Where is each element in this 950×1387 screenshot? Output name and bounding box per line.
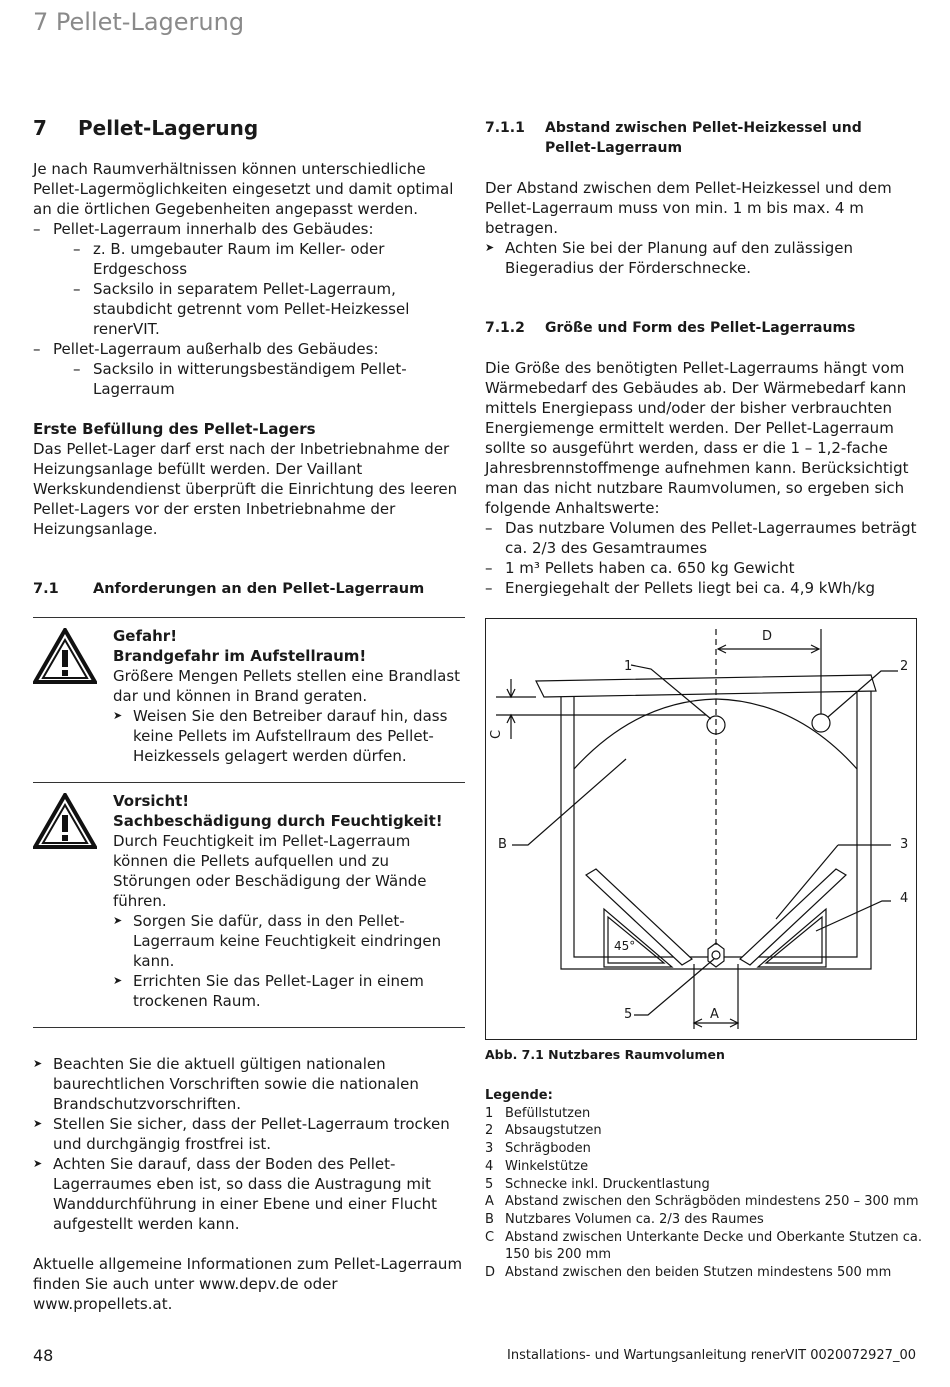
- legend-key: 3: [485, 1141, 494, 1157]
- section-7-1-1-action: ➤ Achten Sie bei der Planung auf den zulässigen Biegeradius der Förderschnecke.: [485, 238, 917, 278]
- danger-signal-word: Gefahr!: [113, 627, 178, 645]
- section-7-1-2-heading: 7.1.2 Größe und Form des Pellet-Lagerraums: [485, 320, 856, 336]
- list-item: – Sacksilo in witterungsbeständigem Pellet-Lagerraum: [73, 359, 465, 399]
- legend-item: [485, 1211, 925, 1229]
- sloped-floor-right: [740, 869, 846, 965]
- legend-title: Legende:: [485, 1088, 553, 1103]
- first-fill-text: Das Pellet-Lager darf erst nach der Inbetriebnahme der Heizungsanlage befüllt werden. Der Vaillant Werkskundendienst überprüft die Einrichtung des leeren Pellet-Lagers vor der ersten Inbetriebnahme der Heizungsanlage.: [33, 440, 458, 538]
- requirements-list: [33, 1054, 465, 1234]
- left-column: [33, 115, 465, 1314]
- label-3: 3: [900, 837, 909, 852]
- divider: [33, 1027, 465, 1028]
- list-item: – 1 m³ Pellets haben ca. 650 kg Gewicht: [485, 558, 917, 578]
- legend-text: Winkelstütze: [505, 1158, 589, 1174]
- label-angle: 45°: [614, 939, 636, 953]
- figure-legend: [485, 1087, 925, 1282]
- chapter-number: 7: [33, 116, 47, 140]
- caution-action: ➤ Sorgen Sie dafür, dass in den Pellet-Lagerraum keine Feuchtigkeit eindringen kann.: [113, 911, 465, 971]
- legend-key: 5: [485, 1176, 494, 1192]
- running-head: 7 Pellet-Lagerung: [33, 8, 245, 36]
- legend-key: A: [485, 1194, 494, 1210]
- legend-key: 4: [485, 1158, 494, 1174]
- danger-title: Brandgefahr im Aufstellraum!: [113, 647, 367, 665]
- label-a: A: [710, 1007, 719, 1022]
- legend-text: Abstand zwischen Unterkante Decke und Oberkante Stutzen ca. 150 bis 200 mm: [505, 1229, 923, 1263]
- danger-notice: [33, 617, 465, 782]
- right-column: [485, 118, 917, 598]
- label-c: C: [489, 729, 505, 740]
- legend-item: [485, 1176, 925, 1194]
- label-4: 4: [900, 891, 909, 906]
- section-7-1-2-text: Die Größe des benötigten Pellet-Lagerraums hängt vom Wärmebedarf des Gebäudes ab. Der Wärmebedarf kann mittels Energiepass und/oder der bisher verbrauchten Energiemenge ermittelt werden. Der Pellet-Lagerraum sollte so ausgeführt werden, dass er die 1 – 1,2-fache Jahresbrennstoffmenge aufnehmen kann. Berücksichtigt man das nicht nutzbare Raumvolumen, so ergeben sich folgende Anhaltswerte:: [485, 359, 909, 517]
- list-item: ➤ Beachten Sie die aktuell gültigen nationalen baurechtlichen Vorschriften sowie die nationalen Brandschutzvorschriften.: [33, 1054, 465, 1114]
- chapter-title: Pellet-Lagerung: [78, 116, 259, 140]
- page-number: 48: [33, 1346, 54, 1365]
- intro-paragraph: Je nach Raumverhältnissen können unterschiedliche Pellet-Lagermöglichkeiten eingesetzt und damit optimal an die örtlichen Gegebenheiten angepasst werden.: [33, 160, 454, 218]
- legend-item: [485, 1122, 925, 1140]
- storage-options-list: [33, 219, 465, 399]
- legend-item: [485, 1193, 925, 1211]
- section-7-1-1-text: Der Abstand zwischen dem Pellet-Heizkessel und dem Pellet-Lagerraum muss von min. 1 m bis max. 4 m betragen.: [485, 179, 892, 237]
- legend-item: [485, 1264, 925, 1282]
- list-item: – Sacksilo in separatem Pellet-Lagerraum, staubdicht getrennt vom Pellet-Heizkessel renerVIT.: [73, 279, 465, 339]
- auger: [708, 943, 724, 967]
- warning-triangle-icon: [33, 628, 97, 684]
- warning-triangle-icon: [33, 793, 97, 849]
- chapter-heading: [33, 115, 465, 141]
- sloped-floor-left: [586, 869, 692, 965]
- legend-key: B: [485, 1211, 494, 1227]
- legend-item: [485, 1140, 925, 1158]
- legend-item: [485, 1229, 925, 1264]
- section-7-1-1-heading: 7.1.1 Abstand zwischen Pellet-Heizkessel und Pellet-Lagerraum: [485, 120, 862, 156]
- legend-text: Nutzbares Volumen ca. 2/3 des Raumes: [505, 1211, 764, 1227]
- list-item: – Energiegehalt der Pellets liegt bei ca. 4,9 kWh/kg: [485, 578, 917, 598]
- legend-item: [485, 1158, 925, 1176]
- danger-text: Größere Mengen Pellets stellen eine Brandlast dar und können in Brand geraten.: [113, 667, 461, 705]
- legend-text: Absaugstutzen: [505, 1123, 602, 1139]
- caution-notice: [33, 782, 465, 1027]
- label-5: 5: [624, 1007, 633, 1022]
- footer-doc-title: Installations- und Wartungsanleitung renerVIT 0020072927_00: [507, 1348, 916, 1363]
- storage-room-diagram: [485, 618, 917, 1040]
- legend-key: 1: [485, 1105, 494, 1121]
- danger-action: ➤ Weisen Sie den Betreiber darauf hin, dass keine Pellets im Aufstellraum des Pellet-Heizkessels gelagert werden dürfen.: [113, 706, 465, 766]
- legend-key: D: [485, 1265, 496, 1281]
- first-fill-title: Erste Befüllung des Pellet-Lagers: [33, 420, 316, 438]
- info-paragraph: Aktuelle allgemeine Informationen zum Pellet-Lagerraum finden Sie auch unter www.depv.de oder www.propellets.at.: [33, 1255, 463, 1313]
- guide-values-list: [485, 518, 917, 598]
- caution-signal-word: Vorsicht!: [113, 792, 190, 810]
- label-2: 2: [900, 659, 909, 674]
- list-item: ➤ Achten Sie darauf, dass der Boden des Pellet-Lagerraumes eben ist, so dass die Austragung mit Wanddurchführung in einer Ebene und einer Flucht aufgestellt werden kann.: [33, 1154, 465, 1234]
- legend-text: Abstand zwischen den Schrägböden mindestens 250 – 300 mm: [505, 1194, 919, 1210]
- legend-key: 2: [485, 1123, 494, 1139]
- list-item: ➤ Stellen Sie sicher, dass der Pellet-Lagerraum trocken und durchgängig frostfrei ist.: [33, 1114, 465, 1154]
- legend-text: Schnecke inkl. Druckentlastung: [505, 1176, 710, 1192]
- legend-text: Schrägboden: [505, 1141, 591, 1157]
- list-item: – Pellet-Lagerraum innerhalb des Gebäudes: – z. B. umgebauter Raum im Keller- oder Erdgeschoss – Sacksilo in separatem Pellet-Lagerraum, staubdicht getrennt vom Pellet-Heizkessel renerVIT.: [33, 219, 465, 339]
- section-7-1-heading: 7.1 Anforderungen an den Pellet-Lagerraum: [33, 581, 425, 597]
- caution-text: Durch Feuchtigkeit im Pellet-Lagerraum können die Pellets aufquellen und zu Störungen oder Beschädigung der Wände führen.: [113, 832, 427, 910]
- legend-key: C: [485, 1229, 495, 1245]
- caution-title: Sachbeschädigung durch Feuchtigkeit!: [113, 812, 443, 830]
- label-1: 1: [624, 659, 633, 674]
- extraction-nozzle: [812, 714, 830, 732]
- list-item: – Pellet-Lagerraum außerhalb des Gebäudes: – Sacksilo in witterungsbeständigem Pellet-Lagerraum: [33, 339, 465, 399]
- list-item: – z. B. umgebauter Raum im Keller- oder Erdgeschoss: [73, 239, 465, 279]
- label-d: D: [762, 629, 773, 644]
- list-item: – Das nutzbare Volumen des Pellet-Lagerraumes beträgt ca. 2/3 des Gesamtraumes: [485, 518, 917, 558]
- legend-item: [485, 1105, 925, 1123]
- label-b: B: [498, 837, 507, 852]
- figure-caption: Abb. 7.1 Nutzbares Raumvolumen: [485, 1047, 725, 1062]
- caution-action: ➤ Errichten Sie das Pellet-Lager in einem trockenen Raum.: [113, 971, 465, 1011]
- legend-text: Abstand zwischen den beiden Stutzen mindestens 500 mm: [505, 1265, 892, 1281]
- legend-text: Befüllstutzen: [505, 1105, 591, 1121]
- ceiling-slab: [536, 675, 876, 697]
